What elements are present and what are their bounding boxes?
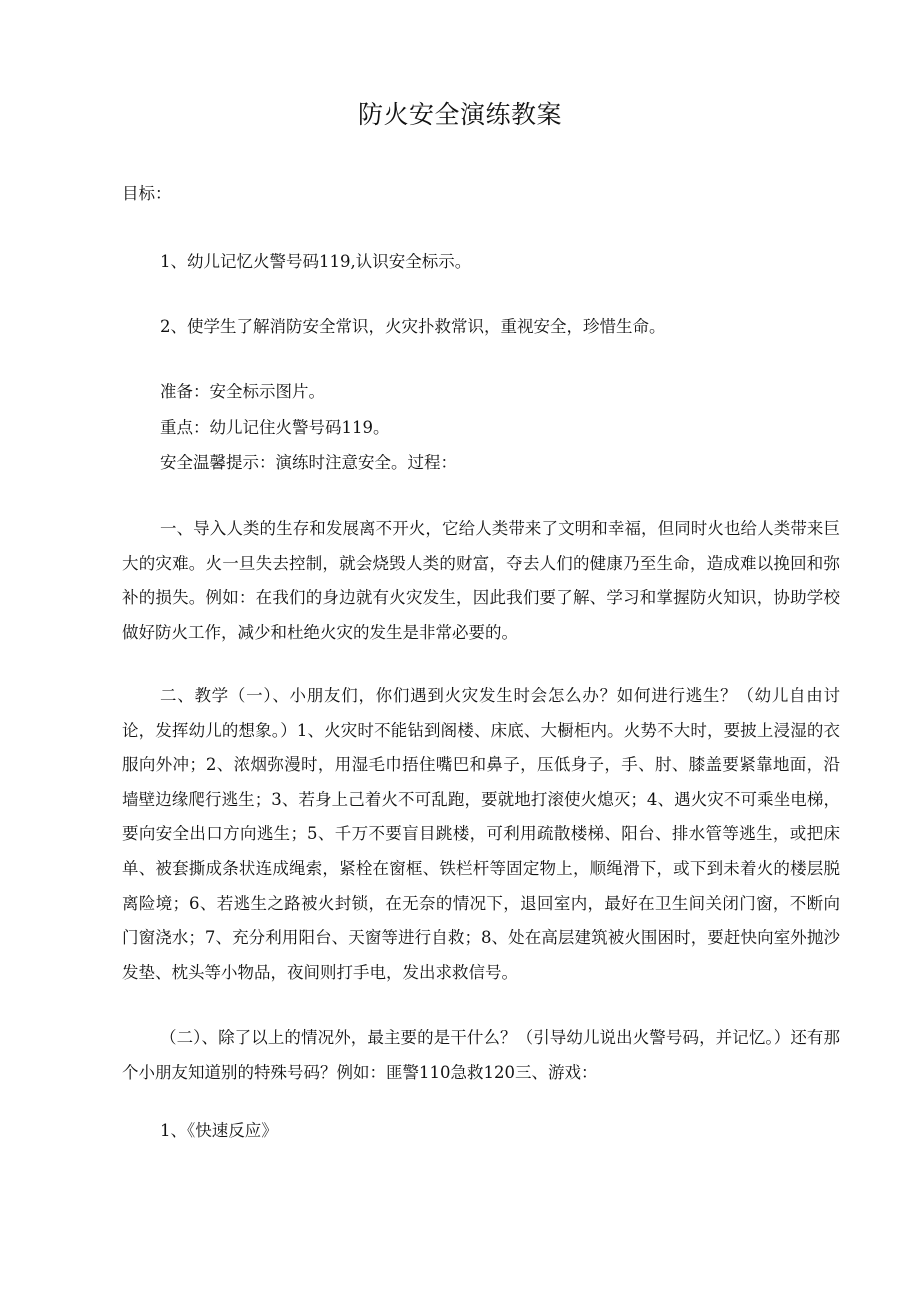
safety-tip-line: 安全温馨提示：演练时注意安全。过程： — [160, 453, 457, 472]
goal-label: 目标： — [122, 184, 172, 203]
goal-item-2: 2、使学生了解消防安全常识，火灾扑救常识，重视安全，珍惜生命。 — [160, 317, 666, 336]
section-teaching: 二、教学（一）、小朋友们，你们遇到火灾发生时会怎么办？如何进行逃生？（幼儿自由讨论，发挥幼儿的想象。）1、火灾时不能钻到阁楼、床底、大橱柜内。火势不大时，要披上浸湿的衣服向外冲；2、浓烟弥漫时，用湿毛巾捂住嘴巴和鼻子，压低身子，手、肘、膝盖要紧靠地面，沿墙壁边缘爬行逃生；3、若身上己着火不可乱跑，要就地打滚使火熄灭；4、遇火灾不可乘坐电梯，要向安全出口方向逃生；5、千万不要盲目跳楼，可利用疏散楼梯、阳台、排水管等逃生，或把床单、被套撕成条状连成绳索，紧栓在窗框、铁栏杆等固定物上，顺绳滑下，或下到未着火的楼层脱离险境；6、若逃生之路被火封锁，在无奈的情况下，退回室内，最好在卫生间关闭门窗，不断向门窗浇水；7、充分利用阳台、天窗等进行自救；8、处在高层建筑被火围困时，要赶快向室外抛沙发垫、枕头等小物品，夜间则打手电，发出求救信号。 — [122, 686, 840, 982]
game-item-1: 1、《快速反应》 — [160, 1121, 278, 1140]
section-special-numbers: （二）、除了以上的情况外，最主要的是干什么？（引导幼儿说出火警号码，并记忆。）还有那个小朋友知道别的特殊号码？例如：匪警110急救120三、游戏： — [122, 1028, 840, 1082]
document-title: 防火安全演练教案 — [357, 100, 562, 129]
goal-item-1: 1、幼儿记忆火警号码119,认识安全标示。 — [160, 252, 472, 271]
section-introduction: 一、导入人类的生存和发展离不开火，它给人类带来了文明和幸福，但同时火也给人类带来巨大的灾难。火一旦失去控制，就会烧毁人类的财富，夺去人们的健康乃至生命，造成难以挽回和弥补的损失。例如：在我们的身边就有火灾发生，因此我们要了解、学习和掌握防火知识，协助学校做好防火工作，减少和杜绝火灾的发生是非常必要的。 — [122, 519, 840, 642]
preparation-line: 准备：安全标示图片。 — [160, 382, 325, 401]
key-point-line: 重点：幼儿记住火警号码119。 — [160, 418, 390, 437]
